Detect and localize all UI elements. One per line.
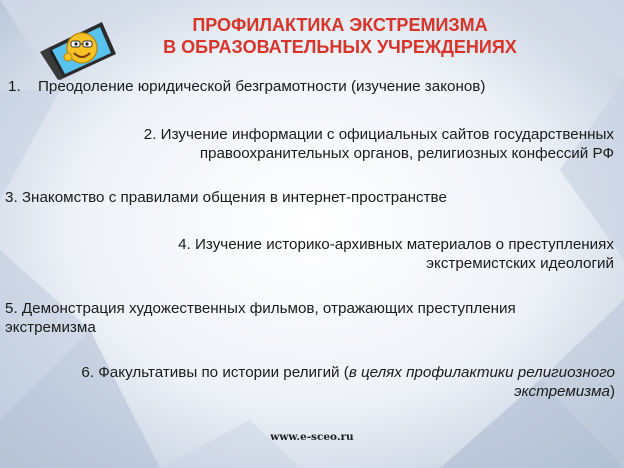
list-item-6-italic-1: в целях профилактики религиозного — [348, 364, 615, 381]
title-line-1: ПРОФИЛАКТИКА ЭКСТРЕМИЗМА — [192, 15, 488, 35]
list-item-6-line-1 — [5, 363, 615, 382]
list-item-6-italic-2: экстремизма — [514, 383, 610, 400]
title-line-2: В ОБРАЗОВАТЕЛЬНЫХ УЧРЕЖДЕНИЯХ — [163, 37, 517, 57]
list-item-1-text: Преодоление юридической безграмотности (изучение законов) — [38, 78, 486, 95]
footer-url: www.e-sceo.ru — [270, 431, 354, 443]
list-item-4 — [60, 235, 614, 273]
list-item-4-line-2: экстремистских идеологий — [426, 255, 614, 272]
list-item-5-line-2: экстремизма — [5, 319, 96, 336]
list-item-2-line-1: 2. Изучение информации с официальных сайтов государственных — [143, 126, 614, 143]
list-item-3: 3. Знакомство с правилами общения в интернет-пространстве — [5, 189, 447, 206]
list-item-6 — [5, 363, 615, 401]
list-item-6-suffix: ) — [609, 383, 615, 400]
list-item-2 — [60, 125, 614, 163]
list-item-1 — [8, 77, 608, 96]
list-item-2-line-2: правоохранительных органов, религиозных конфессий РФ — [199, 145, 614, 162]
list-item-6-line-2 — [5, 382, 615, 401]
list-item-5 — [5, 299, 605, 337]
list-item-1-number: 1. — [8, 78, 21, 95]
list-item-5-line-1: 5. Демонстрация художественных фильмов, отражающих преступления — [5, 300, 516, 317]
list-item-4-line-1: 4. Изучение историко-архивных материалов о преступлениях — [178, 236, 614, 253]
slide-title — [100, 14, 580, 58]
list-item-6-prefix: 6. Факультативы по истории религий ( — [81, 364, 349, 381]
